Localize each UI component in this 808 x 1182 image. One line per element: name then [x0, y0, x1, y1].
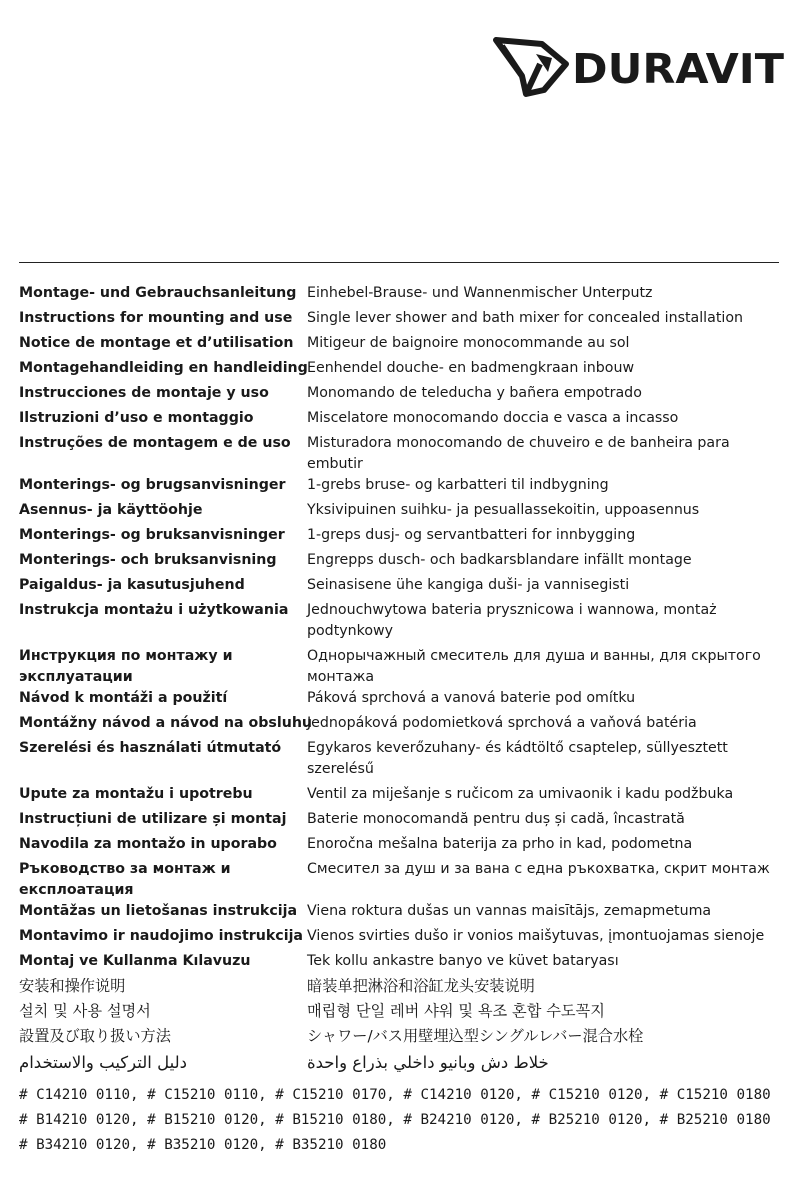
language-row-ro	[19, 809, 799, 830]
language-row-no	[19, 525, 799, 546]
product-description: Vienos svirties dušo ir vonios maišytuvas, įmontuojamas sienoje	[307, 928, 765, 944]
duravit-logo	[492, 34, 792, 100]
language-row-fr	[19, 333, 799, 354]
language-list	[19, 283, 799, 1079]
product-description: Engrepps dusch- och badkarsblandare infällt montage	[307, 552, 692, 568]
language-row-it	[19, 408, 799, 429]
manual-title: Upute za montažu i upotrebu	[19, 786, 253, 802]
manual-title: Montage- und Gebrauchsanleitung	[19, 285, 297, 301]
language-row-nl	[19, 358, 799, 379]
product-description: Однорычажный смеситель для душа и ванны, для скрытого монтажа	[307, 648, 761, 685]
product-description: シャワー/バス用壁埋込型シングルレバー混合水栓	[307, 1027, 644, 1045]
language-row-ar	[19, 1051, 799, 1075]
manual-title: Instructions for mounting and use	[19, 310, 293, 326]
product-description: Baterie monocomandă pentru duș și cadă, încastrată	[307, 811, 685, 827]
manual-title: Navodila za montažo in uporabo	[19, 836, 277, 852]
article-number-line: # B34210 0120, # B35210 0120, # B35210 0180	[19, 1137, 387, 1153]
manual-title: Monterings- og brugsanvisninger	[19, 477, 286, 493]
language-row-pt	[19, 433, 799, 475]
logo-wordmark: DURAVIT	[572, 45, 785, 93]
manual-title: Návod k montáži a použití	[19, 690, 228, 706]
product-description: Miscelatore monocomando doccia e vasca a incasso	[307, 410, 679, 426]
manual-title: Instrukcja montażu i użytkowania	[19, 602, 289, 618]
manual-title: Instruções de montagem e de uso	[19, 435, 291, 451]
header-divider	[19, 262, 779, 263]
language-row-zh	[19, 976, 799, 998]
product-description: 1-grebs bruse- og karbatteri til indbygning	[307, 477, 609, 493]
language-row-ko	[19, 1001, 799, 1023]
article-numbers	[19, 1083, 799, 1158]
language-row-sk	[19, 713, 799, 734]
product-description: Viena roktura dušas un vannas maisītājs, zemapmetuma	[307, 903, 712, 919]
manual-title: Montážny návod a návod na obsluhu	[19, 715, 313, 731]
product-description: Yksivipuinen suihku- ja pesuallassekoitin, uppoasennus	[307, 502, 700, 518]
product-description: Jednopáková podomietková sprchová a vaňová batéria	[307, 715, 697, 731]
manual-title: Montaj ve Kullanma Kılavuzu	[19, 953, 251, 969]
product-description: Seinasisene ühe kangiga duši- ja vannisegisti	[307, 577, 630, 593]
product-description: Monomando de teleducha y bañera empotrado	[307, 385, 642, 401]
manual-title: Montāžas un lietošanas instrukcija	[19, 903, 298, 919]
language-row-lv	[19, 901, 799, 922]
language-row-cs	[19, 688, 799, 709]
language-row-ja	[19, 1026, 799, 1048]
manual-title: Paigaldus- ja kasutusjuhend	[19, 577, 245, 593]
product-description: Eenhendel douche- en badmengkraan inbouw	[307, 360, 635, 376]
language-row-pl	[19, 600, 799, 642]
product-description: Смесител за душ и за вана с една ръкохватка, скрит монтаж	[307, 861, 770, 877]
language-row-da	[19, 475, 799, 496]
manual-title: دليل التركيب والاستخدام	[19, 1053, 187, 1072]
manual-title: Ilstruzioni d’uso e montaggio	[19, 410, 254, 426]
language-row-es	[19, 383, 799, 404]
language-row-lt	[19, 926, 799, 947]
manual-title: Instrucțiuni de utilizare și montaj	[19, 811, 287, 827]
language-row-tr	[19, 951, 799, 972]
product-description: خلاط دش وبانيو داخلي بذراع واحدة	[307, 1053, 549, 1072]
product-description: Enoročna mešalna baterija za prho in kad, podometna	[307, 836, 693, 852]
product-description: 1-greps dusj- og servantbatteri for innbygging	[307, 527, 636, 543]
product-description: Tek kollu ankastre banyo ve küvet bataryası	[307, 953, 619, 969]
product-description: 暗装单把淋浴和浴缸龙头安装说明	[307, 977, 535, 995]
product-description: Einhebel-Brause- und Wannenmischer Unterputz	[307, 285, 653, 301]
language-row-en	[19, 308, 799, 329]
manual-title: Notice de montage et d’utilisation	[19, 335, 294, 351]
product-description: Jednouchwytowa bateria prysznicowa i wannowa, montaż podtynkowy	[307, 602, 717, 639]
product-description: Mitigeur de baignoire monocommande au sol	[307, 335, 630, 351]
manual-title: 설치 및 사용 설명서	[19, 1002, 151, 1020]
manual-title: Montagehandleiding en handleiding	[19, 360, 308, 376]
manual-title: Инструкция по монтажу и эксплуатации	[19, 648, 233, 685]
manual-title: 安装和操作说明	[19, 977, 126, 995]
manual-title: Szerelési és használati útmutató	[19, 740, 282, 756]
language-row-ru	[19, 646, 799, 688]
product-description: Single lever shower and bath mixer for concealed installation	[307, 310, 743, 326]
product-description: Ventil za miješanje s ručicom za umivaonik i kadu podžbuka	[307, 786, 734, 802]
product-description: Egykaros keverőzuhany- és kádtöltő csaptelep, süllyesztett szerelésű	[307, 740, 728, 777]
language-row-sv	[19, 550, 799, 571]
language-row-et	[19, 575, 799, 596]
language-row-fi	[19, 500, 799, 521]
language-row-sl	[19, 834, 799, 855]
duravit-logo-mark	[492, 34, 792, 100]
manual-title: 設置及び取り扱い方法	[19, 1027, 171, 1045]
manual-title: Ръководство за монтаж и експлоатация	[19, 861, 231, 898]
manual-title: Asennus- ja käyttöohje	[19, 502, 203, 518]
manual-title: Montavimo ir naudojimo instrukcija	[19, 928, 304, 944]
manual-title: Instrucciones de montaje y uso	[19, 385, 269, 401]
product-description: Misturadora monocomando de chuveiro e de banheira para embutir	[307, 435, 730, 472]
product-description: Páková sprchová a vanová baterie pod omítku	[307, 690, 636, 706]
manual-title: Monterings- og bruksanvisninger	[19, 527, 285, 543]
language-row-hu	[19, 738, 799, 780]
article-number-line: # C14210 0110, # C15210 0110, # C15210 0170, # C14210 0120, # C15210 0120, # C15210 0180	[19, 1087, 771, 1103]
manual-title: Monterings- och bruksanvisning	[19, 552, 277, 568]
language-row-bg	[19, 859, 799, 901]
language-row-hr	[19, 784, 799, 805]
article-number-line: # B14210 0120, # B15210 0120, # B15210 0180, # B24210 0120, # B25210 0120, # B25210 0180	[19, 1112, 771, 1128]
product-description: 매립형 단일 레버 샤워 및 욕조 혼합 수도꼭지	[307, 1002, 605, 1020]
language-row-de	[19, 283, 799, 304]
